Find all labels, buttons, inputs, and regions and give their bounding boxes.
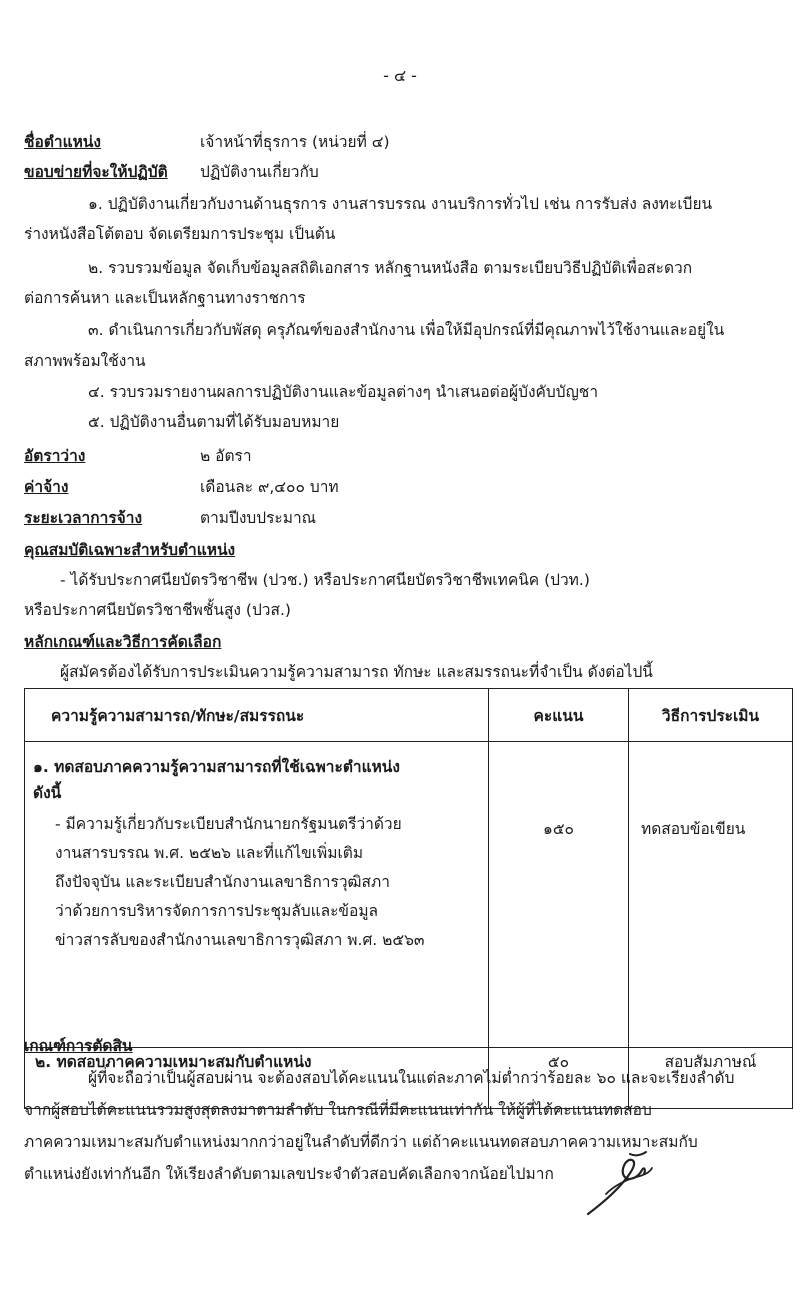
handwritten-signature	[584, 1150, 656, 1220]
position-label: ชื่อตำแหน่ง	[24, 133, 101, 151]
decision-line: ผู้ที่จะถือว่าเป็นผู้สอบผ่าน จะต้องสอบได้คะแนนในแต่ละภาคไม่ต่ำกว่าร้อยละ ๖๐ และจะเรียงลำดับ	[88, 1069, 735, 1087]
scope-line: ๓. ดำเนินการเกี่ยวกับพัสดุ ครุภัณฑ์ของสำนักงาน เพื่อให้มีอุปกรณ์ที่มีคุณภาพไว้ใช้งานและอยู่ใน	[88, 321, 725, 339]
row-item: - มีความรู้เกี่ยวกับระเบียบสำนักนายกรัฐมนตรีว่าด้วย	[55, 815, 402, 833]
qualifications-label: คุณสมบัติเฉพาะสำหรับตำแหน่ง	[24, 541, 236, 559]
decision-line: ภาคความเหมาะสมกับตำแหน่งมากกว่าอยู่ในลำดับที่ดีกว่า แต่ถ้าคะแนนทดสอบภาคความเหมาะสมกับ	[24, 1133, 698, 1151]
salary-value: เดือนละ ๙,๔๐๐ บาท	[200, 478, 339, 496]
selection-label: หลักเกณฑ์และวิธีการคัดเลือก	[24, 633, 222, 651]
row-item: ข่าวสารลับของสำนักงานเลขาธิการวุฒิสภา พ.ศ. ๒๕๖๓	[55, 931, 425, 949]
scope-line: ๒. รวบรวมข้อมูล จัดเก็บข้อมูลสถิติเอกสาร หลักฐานหนังสือ ตามระเบียบวิธีปฏิบัติเพื่อสะดวก	[88, 259, 693, 277]
salary-label: ค่าจ้าง	[24, 478, 69, 496]
row-item: ว่าด้วยการบริหารจัดการการประชุมลับและข้อมูล	[55, 902, 379, 920]
scope-line: ๑. ปฏิบัติงานเกี่ยวกับงานด้านธุรการ งานสารบรรณ งานบริการทั่วไป เช่น การรับส่ง ลงทะเบียน	[88, 195, 713, 213]
decision-label: เกณฑ์การตัดสิน	[24, 1037, 133, 1055]
row-item: ถึงปัจจุบัน และระเบียบสำนักงานเลขาธิการวุฒิสภา	[55, 873, 390, 891]
scope-row	[24, 160, 168, 184]
table-row	[25, 742, 793, 1048]
qualification-line: - ได้รับประกาศนียบัตรวิชาชีพ (ปวช.) หรือประกาศนียบัตรวิชาชีพเทคนิค (ปวท.)	[60, 571, 590, 589]
qualifications-row	[24, 538, 235, 562]
scope-line: ๕. ปฏิบัติงานอื่นตามที่ได้รับมอบหมาย	[88, 413, 340, 431]
selection-row	[24, 630, 221, 654]
position-row	[24, 130, 101, 154]
score-cell: ๑๕๐	[489, 742, 629, 1048]
period-row	[24, 506, 142, 530]
table-header-row	[25, 689, 793, 742]
vacancies-row	[24, 444, 85, 468]
position-value: เจ้าหน้าที่ธุรการ (หน่วยที่ ๔)	[200, 133, 390, 151]
method-cell: สอบสัมภาษณ์	[629, 1048, 793, 1109]
scope-line: ๔. รวบรวมรายงานผลการปฏิบัติงานและข้อมูลต่างๆ นำเสนอต่อผู้บังคับบัญชา	[88, 383, 599, 401]
row-title-continued: ดังนี้	[33, 784, 62, 802]
page-number: - ๔ -	[383, 66, 417, 85]
scope-line: สภาพพร้อมใช้งาน	[24, 352, 146, 370]
row-item: งานสารบรรณ พ.ศ. ๒๕๒๖ และที่แก้ไขเพิ่มเติม	[55, 844, 364, 862]
column-header-score: คะแนน	[489, 689, 629, 742]
decision-line: จากผู้สอบได้คะแนนรวมสูงสุดลงมาตามลำดับ ในกรณีที่มีคะแนนเท่ากัน ให้ผู้ที่ได้คะแนนทดสอบ	[24, 1101, 652, 1119]
competency-cell: ๒. ทดสอบภาคความเหมาะสมกับตำแหน่ง	[25, 1048, 489, 1109]
column-header-method: วิธีการประเมิน	[629, 689, 793, 742]
scope-line: ต่อการค้นหา และเป็นหลักฐานทางราชการ	[24, 289, 306, 307]
decision-line: ตำแหน่งยังเท่ากันอีก ให้เรียงลำดับตามเลขประจำตัวสอบคัดเลือกจากน้อยไปมาก	[24, 1165, 554, 1183]
competency-cell	[25, 742, 489, 1048]
column-header-competency: ความรู้ความสามารถ/ทักษะ/สมรรถนะ	[25, 689, 489, 742]
vacancies-value: ๒ อัตรา	[200, 447, 252, 465]
qualification-line: หรือประกาศนียบัตรวิชาชีพชั้นสูง (ปวส.)	[24, 601, 291, 619]
score-cell: ๕๐	[489, 1048, 629, 1109]
period-label: ระยะเวลาการจ้าง	[24, 509, 143, 527]
scope-label: ขอบข่ายที่จะให้ปฏิบัติ	[24, 163, 168, 181]
selection-intro: ผู้สมัครต้องได้รับการประเมินความรู้ความสามารถ ทักษะ และสมรรถนะที่จำเป็น ดังต่อไปนี้	[60, 663, 653, 681]
criteria-table	[24, 688, 793, 1109]
scope-value: ปฏิบัติงานเกี่ยวกับ	[200, 163, 319, 181]
decision-row	[24, 1034, 133, 1058]
method-cell: ทดสอบข้อเขียน	[629, 742, 793, 1048]
row-title: ๑. ทดสอบภาคความรู้ความสามารถที่ใช้เฉพาะตำแหน่ง	[33, 758, 400, 776]
salary-row	[24, 475, 68, 499]
period-value: ตามปีงบประมาณ	[200, 509, 317, 527]
vacancies-label: อัตราว่าง	[24, 447, 86, 465]
scope-line: ร่างหนังสือโต้ตอบ จัดเตรียมการประชุม เป็นต้น	[24, 225, 336, 243]
